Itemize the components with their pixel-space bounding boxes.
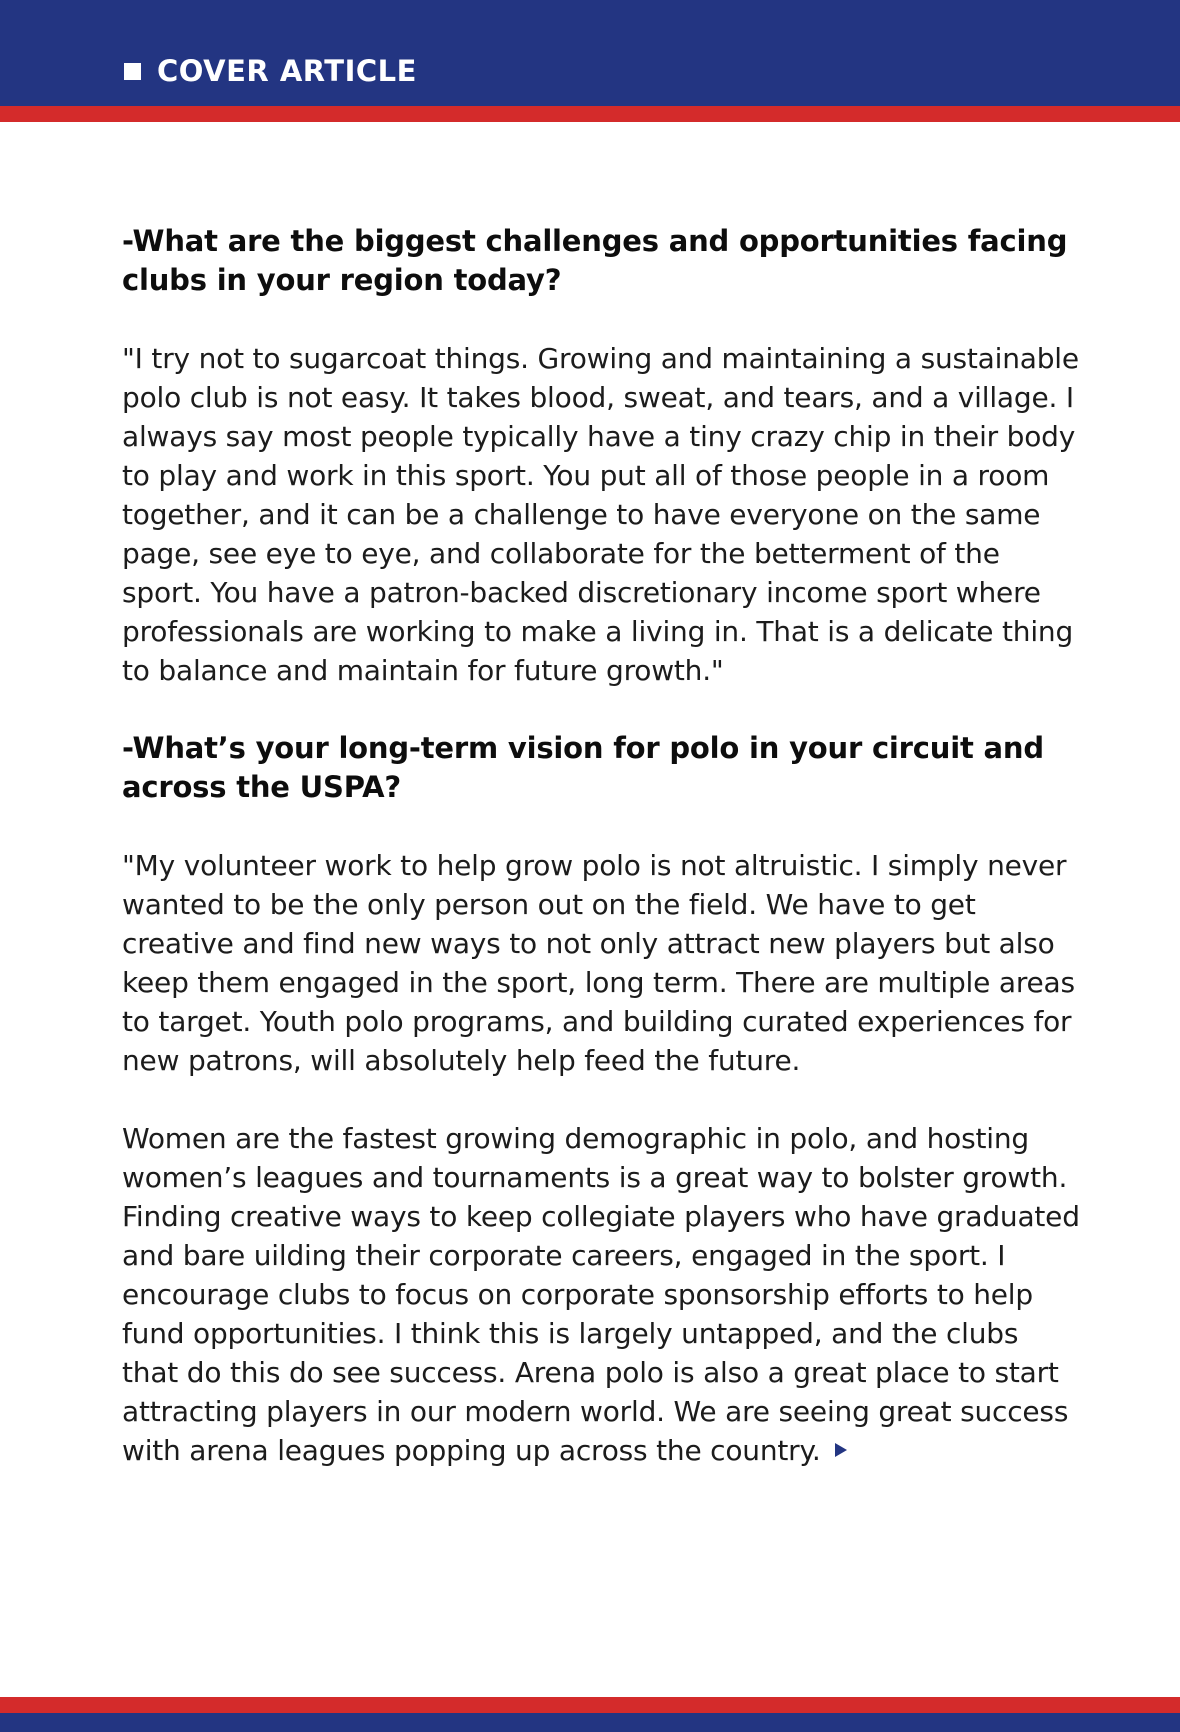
question-1: -What are the biggest challenges and opportunities facing clubs in your region today? bbox=[122, 224, 1068, 297]
play-arrow-icon bbox=[835, 1443, 847, 1457]
section-label bbox=[124, 50, 417, 92]
square-bullet-icon bbox=[124, 63, 141, 80]
article-body bbox=[122, 222, 1082, 1509]
footer-bar bbox=[0, 1713, 1180, 1732]
section-label-text: COVER ARTICLE bbox=[157, 54, 417, 88]
footer-accent-stripe bbox=[0, 1697, 1180, 1713]
answer-2-paragraph-1: "My volunteer work to help grow polo is not altruistic. I simply never wanted to be the only person out on the field. We have to get creative and find new ways to not only attract new players but also keep them engaged in the sport, long term. There are multiple areas to target. Youth polo programs, and building curated experiences for new patrons, will absolutely help feed the future. bbox=[122, 849, 1075, 1077]
question-2: -What’s your long-term vision for polo in your circuit and across the USPA? bbox=[122, 731, 1044, 804]
answer-1: "I try not to sugarcoat things. Growing and maintaining a sustainable polo club is not easy. It takes blood, sweat, and tears, and a village. I always say most people typically have a tiny crazy chip in their body to play and work in this sport. You put all of those people in a room together, and it can be a challenge to have everyone on the same page, see eye to eye, and collaborate for the betterment of the sport. You have a patron-backed discretionary income sport where professionals are working to make a living in. That is a delicate thing to balance and maintain for future growth." bbox=[122, 342, 1079, 687]
answer-2-paragraph-2 bbox=[122, 1119, 1082, 1470]
answer-2-paragraph-2-text: Women are the fastest growing demographic in polo, and hosting women’s leagues and tournaments is a great way to bolster growth. Finding creative ways to keep collegiate players who have graduated and bare uilding their corporate careers, engaged in the sport. I encourage clubs to focus on corporate sponsorship efforts to help fund opportunities. I think this is largely untapped, and the clubs that do this do see success. Arena polo is also a great place to start attracting players in our modern world. We are seeing great success with arena leagues popping up across the country. bbox=[122, 1122, 1080, 1467]
header-accent-stripe bbox=[0, 106, 1180, 122]
